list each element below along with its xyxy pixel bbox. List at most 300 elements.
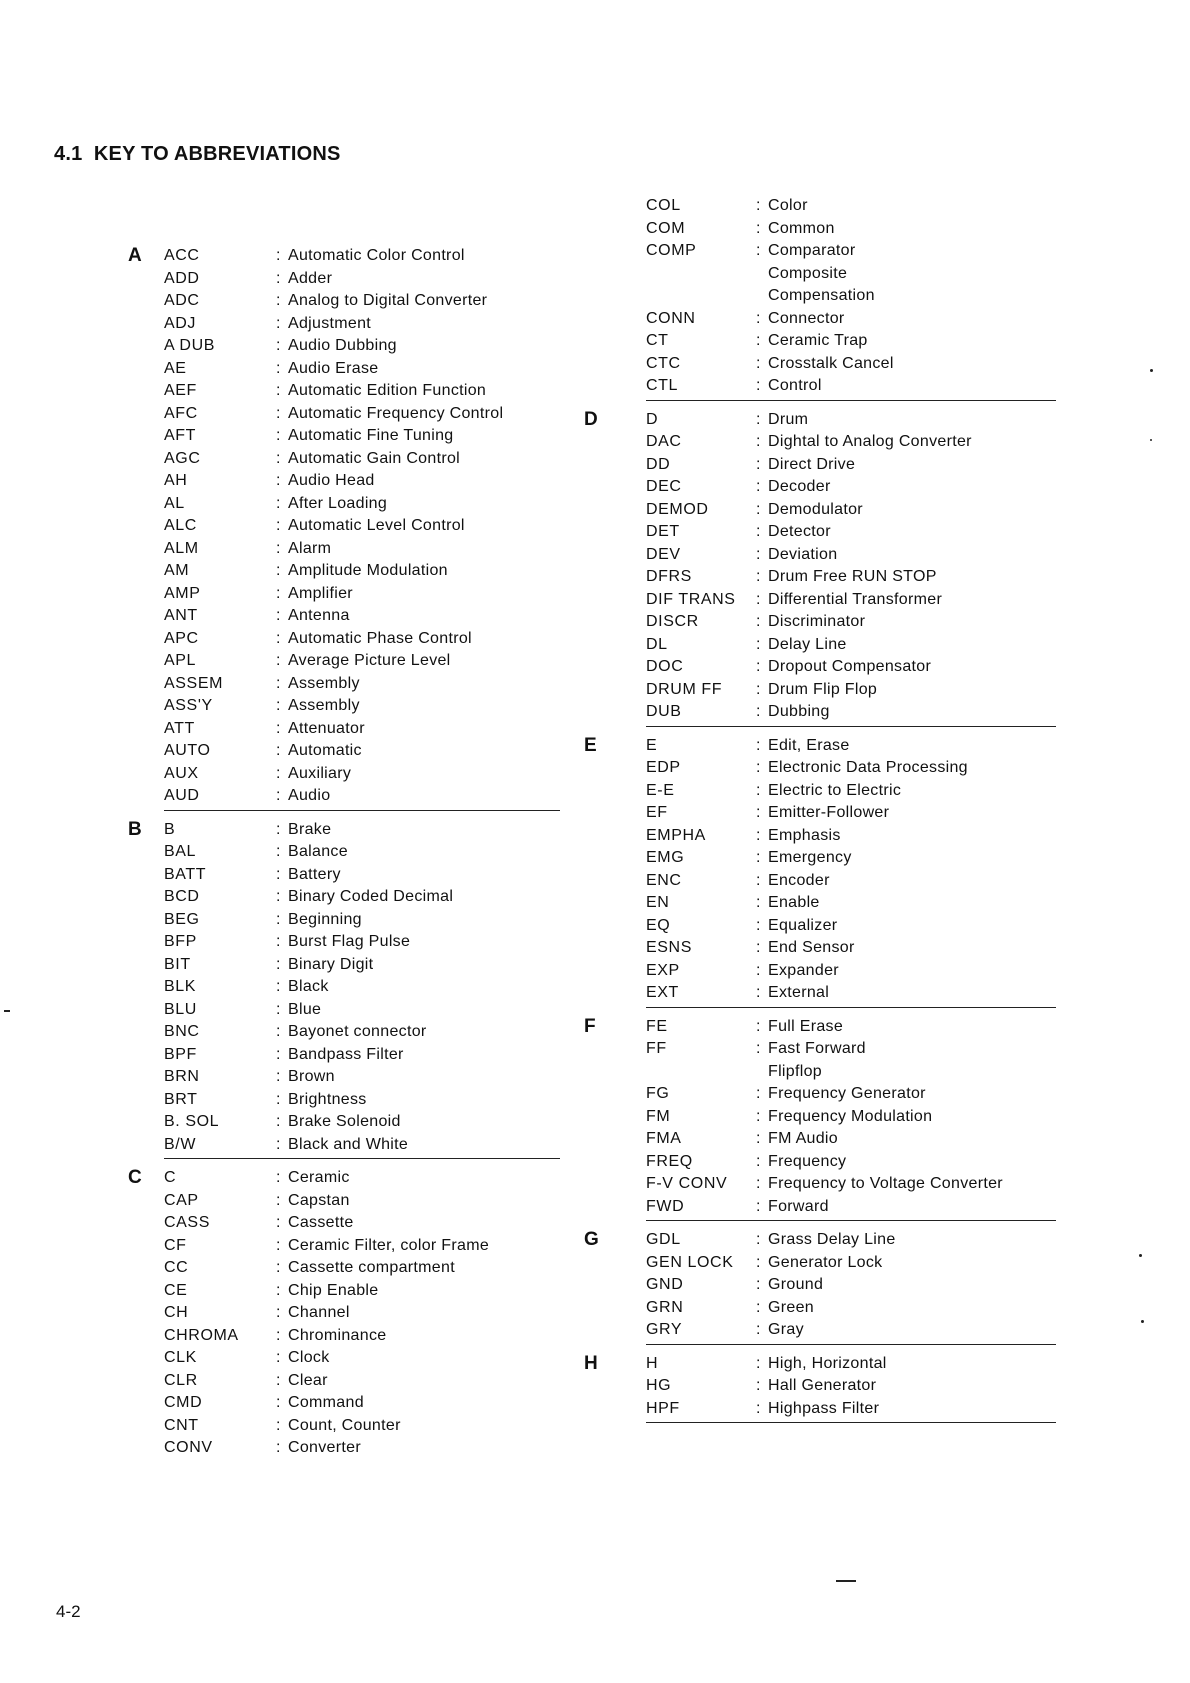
abbreviation-meaning: Average Picture Level	[288, 652, 451, 669]
abbreviation-meaning: Deviation	[768, 545, 838, 563]
abbreviation-meaning: Equalizer	[768, 916, 838, 934]
colon-separator: :	[276, 1326, 281, 1344]
abbreviation-meaning: Assembly	[288, 697, 360, 714]
abbreviation-term: E-E	[646, 781, 675, 799]
abbreviation-meaning: After Loading	[288, 494, 388, 512]
abbreviation-term: ADC	[164, 292, 200, 309]
colon-separator: :	[756, 410, 761, 428]
colon-separator: :	[276, 1349, 281, 1366]
colon-separator: :	[756, 759, 761, 776]
colon-separator: :	[276, 697, 281, 714]
abbreviation-entry	[646, 454, 1050, 477]
abbreviation-term: DL	[646, 635, 668, 653]
abbreviation-meaning: Burst Flag Pulse	[288, 933, 411, 950]
abbreviation-term: BFP	[164, 933, 197, 950]
group-divider	[646, 1344, 1056, 1345]
colon-separator: :	[756, 680, 761, 698]
abbreviation-entry	[164, 358, 560, 381]
colon-separator: :	[756, 916, 761, 934]
abbreviation-meaning: Dropout Compensator	[768, 658, 932, 675]
abbreviation-meaning: Fast Forward	[768, 1040, 866, 1057]
abbreviation-entry	[164, 1044, 560, 1067]
abbreviation-entry	[646, 1173, 1050, 1196]
abbreviation-entry	[164, 470, 560, 493]
abbreviation-term: ALC	[164, 517, 197, 534]
abbreviation-entry	[164, 819, 560, 842]
colon-separator: :	[756, 354, 761, 372]
colon-separator	[756, 263, 768, 286]
abbreviation-group	[128, 1167, 560, 1460]
abbreviation-entry	[164, 886, 560, 909]
abbreviation-entry	[164, 560, 560, 583]
abbreviation-meaning: High, Horizontal	[768, 1354, 887, 1372]
colon-separator: :	[276, 1045, 281, 1063]
abbreviation-entry	[646, 1353, 1050, 1376]
abbreviation-meaning: Hall Generator	[768, 1377, 877, 1394]
abbreviation-meaning: Brightness	[288, 1090, 367, 1108]
abbreviation-term: B	[164, 820, 176, 838]
abbreviation-group	[128, 245, 560, 811]
abbreviation-meaning: Binary Coded Decimal	[288, 888, 454, 905]
abbreviation-meaning: Channel	[288, 1304, 350, 1321]
colon-separator: :	[276, 652, 281, 669]
abbreviation-column-left	[128, 245, 560, 1460]
abbreviation-meaning: Battery	[288, 865, 341, 883]
abbreviation-entry	[646, 847, 1050, 870]
abbreviation-meaning: Expander	[768, 961, 839, 979]
colon-separator: :	[756, 1399, 761, 1417]
colon-separator: :	[756, 1253, 761, 1271]
abbreviation-meaning: Automatic Gain Control	[288, 449, 461, 467]
abbreviation-term: CASS	[164, 1214, 210, 1231]
colon-separator: :	[756, 309, 761, 327]
colon-separator: :	[756, 219, 761, 237]
abbreviation-entry	[164, 515, 560, 538]
abbreviation-meaning: Generator Lock	[768, 1253, 883, 1271]
abbreviation-term: E	[646, 736, 658, 754]
abbreviation-entry	[164, 999, 560, 1022]
abbreviation-term: BCD	[164, 888, 200, 905]
abbreviation-meaning: Drum	[768, 410, 809, 428]
abbreviation-term: ASS'Y	[164, 697, 213, 714]
margin-dot	[1150, 369, 1153, 372]
colon-separator: :	[276, 494, 281, 512]
abbreviation-entry	[164, 583, 560, 606]
abbreviation-entry	[646, 1038, 1050, 1061]
abbreviation-term: BEG	[164, 910, 200, 928]
abbreviation-entry	[646, 499, 1050, 522]
abbreviation-term: EMPHA	[646, 826, 706, 844]
abbreviation-term: F-V CONV	[646, 1175, 728, 1192]
abbreviation-entry	[646, 960, 1050, 983]
abbreviation-term: GND	[646, 1276, 684, 1293]
abbreviation-entry	[646, 937, 1050, 960]
colon-separator: :	[756, 1276, 761, 1293]
abbreviation-entry	[646, 308, 1050, 331]
abbreviation-term: BLU	[164, 1000, 197, 1018]
abbreviation-entry	[164, 403, 560, 426]
colon-separator	[756, 285, 768, 308]
abbreviation-meaning: Brake Solenoid	[288, 1113, 401, 1130]
page-number: 4-2	[56, 1602, 81, 1621]
colon-separator: :	[276, 292, 281, 309]
abbreviation-term: AL	[164, 494, 185, 512]
abbreviation-meaning: Automatic Level Control	[288, 517, 465, 534]
abbreviation-term: ANT	[164, 607, 198, 624]
colon-separator: :	[756, 1085, 761, 1102]
abbreviation-term: FG	[646, 1085, 670, 1102]
abbreviation-meaning: Drum Flip Flop	[768, 680, 878, 698]
abbreviation-meaning: Grass Delay Line	[768, 1231, 896, 1248]
abbreviation-entry	[646, 915, 1050, 938]
abbreviation-meaning: Auxiliary	[288, 764, 352, 782]
abbreviation-entry	[164, 1021, 560, 1044]
abbreviation-meaning: Blue	[288, 1000, 322, 1018]
colon-separator: :	[756, 1321, 761, 1338]
colon-separator: :	[756, 658, 761, 675]
colon-separator: :	[276, 674, 281, 692]
abbreviation-term: C	[164, 1169, 177, 1186]
colon-separator: :	[756, 455, 761, 473]
abbreviation-meaning: Bayonet connector	[288, 1023, 427, 1040]
colon-separator: :	[276, 787, 281, 804]
abbreviation-entry	[164, 605, 560, 628]
abbreviation-entry	[164, 695, 560, 718]
abbreviation-meaning: Balance	[288, 843, 348, 860]
abbreviation-term: B. SOL	[164, 1113, 220, 1130]
abbreviation-meaning: Automatic	[288, 742, 362, 759]
colon-separator: :	[276, 427, 281, 444]
colon-separator: :	[756, 613, 761, 630]
colon-separator: :	[276, 539, 281, 557]
abbreviation-meaning: Audio Head	[288, 472, 375, 489]
abbreviation-term: DEV	[646, 545, 681, 563]
abbreviation-meaning: Amplifier	[288, 584, 353, 602]
abbreviation-entry	[646, 679, 1050, 702]
colon-separator: :	[756, 894, 761, 911]
abbreviation-term: GRN	[646, 1298, 684, 1316]
abbreviation-meaning: End Sensor	[768, 939, 855, 956]
abbreviation-meaning: Attenuator	[288, 719, 365, 737]
abbreviation-term: H	[646, 1354, 659, 1372]
abbreviation-group	[128, 819, 560, 1160]
abbreviation-term: CNT	[164, 1416, 199, 1434]
colon-separator: :	[276, 404, 281, 422]
abbreviation-meaning: Automatic Phase Control	[288, 629, 472, 647]
abbreviation-term: AUX	[164, 764, 199, 782]
abbreviation-entry	[164, 268, 560, 291]
group-letter: B	[128, 818, 142, 840]
abbreviation-term: FREQ	[646, 1152, 693, 1170]
group-letter: F	[584, 1015, 596, 1037]
abbreviation-meaning: Automatic Frequency Control	[288, 404, 504, 422]
colon-separator: :	[756, 433, 761, 450]
abbreviation-group	[584, 1352, 1050, 1424]
colon-separator: :	[756, 635, 761, 653]
abbreviation-entry	[164, 740, 560, 763]
abbreviation-entry	[164, 1089, 560, 1112]
abbreviation-entry	[646, 1229, 1050, 1252]
group-letter: A	[128, 245, 142, 266]
colon-separator	[756, 1061, 768, 1084]
margin-dash	[4, 1010, 10, 1012]
section-title: 4.1 KEY TO ABBREVIATIONS	[54, 143, 341, 165]
abbreviation-meaning: Brake	[288, 820, 332, 838]
group-divider	[646, 400, 1056, 401]
abbreviation-entry	[646, 634, 1050, 657]
abbreviation-entry	[164, 1415, 560, 1438]
abbreviation-term: GEN LOCK	[646, 1253, 734, 1271]
margin-dot	[1141, 1320, 1144, 1323]
abbreviation-term: APC	[164, 629, 199, 647]
abbreviation-meaning: Direct Drive	[768, 455, 856, 473]
colon-separator: :	[756, 545, 761, 563]
abbreviation-term: AFC	[164, 404, 198, 422]
abbreviation-entry	[164, 864, 560, 887]
abbreviation-term: ESNS	[646, 939, 692, 956]
colon-separator: :	[756, 1197, 761, 1215]
abbreviation-meaning: Alarm	[288, 539, 332, 557]
abbreviation-term: COL	[646, 197, 681, 214]
colon-separator: :	[276, 1090, 281, 1108]
abbreviation-term: EXT	[646, 984, 679, 1001]
abbreviation-entry	[646, 1151, 1050, 1174]
abbreviation-meaning: FM Audio	[768, 1130, 838, 1147]
abbreviation-meaning: Encoder	[768, 871, 830, 889]
abbreviation-entry	[164, 785, 560, 808]
colon-separator: :	[756, 736, 761, 754]
colon-separator: :	[756, 1040, 761, 1057]
abbreviation-entry	[164, 1325, 560, 1348]
abbreviation-group	[584, 408, 1050, 727]
abbreviation-term: D	[646, 410, 659, 428]
abbreviation-entry	[164, 841, 560, 864]
abbreviation-term: CAP	[164, 1191, 199, 1209]
colon-separator: :	[756, 1152, 761, 1170]
colon-separator: :	[276, 978, 281, 995]
colon-separator: :	[756, 590, 761, 608]
abbreviation-entry	[164, 1257, 560, 1280]
colon-separator: :	[276, 1169, 281, 1186]
abbreviation-entry	[164, 313, 560, 336]
colon-separator: :	[756, 703, 761, 720]
abbreviation-meaning: Clear	[288, 1371, 328, 1389]
abbreviation-entry	[646, 218, 1050, 241]
group-divider	[646, 1220, 1056, 1221]
abbreviation-term: EXP	[646, 961, 680, 979]
abbreviation-meaning: Control	[768, 377, 822, 394]
abbreviation-entry	[164, 1370, 560, 1393]
abbreviation-term: COM	[646, 219, 686, 237]
colon-separator: :	[276, 955, 281, 973]
abbreviation-meaning: Edit, Erase	[768, 736, 850, 754]
abbreviation-entry	[164, 1392, 560, 1415]
abbreviation-meaning: Comparator	[768, 242, 856, 259]
abbreviation-term: FMA	[646, 1130, 682, 1147]
abbreviation-term	[646, 1061, 756, 1084]
abbreviation-term: CHROMA	[164, 1326, 239, 1344]
margin-dot	[1150, 439, 1152, 441]
abbreviation-meaning: Assembly	[288, 674, 360, 692]
colon-separator: :	[276, 764, 281, 782]
colon-separator: :	[756, 804, 761, 821]
abbreviation-meaning: Automatic Fine Tuning	[288, 427, 454, 444]
abbreviation-term	[646, 263, 756, 286]
abbreviation-group	[610, 195, 1050, 401]
abbreviation-term: BATT	[164, 865, 207, 883]
abbreviation-entry	[164, 1280, 560, 1303]
abbreviation-entry	[646, 1106, 1050, 1129]
abbreviation-term: CTC	[646, 354, 681, 372]
abbreviation-term: CLK	[164, 1349, 197, 1366]
abbreviation-term: HG	[646, 1377, 672, 1394]
abbreviation-term: FF	[646, 1040, 667, 1057]
colon-separator: :	[276, 820, 281, 838]
colon-separator: :	[276, 247, 281, 264]
abbreviation-term: AM	[164, 562, 190, 579]
abbreviation-entry	[164, 1235, 560, 1258]
abbreviation-meaning: Enable	[768, 894, 820, 911]
colon-separator: :	[756, 939, 761, 956]
abbreviation-meaning: Dubbing	[768, 703, 830, 720]
footer-dash	[836, 1580, 856, 1582]
abbreviation-entry	[646, 409, 1050, 432]
abbreviation-meaning: Bandpass Filter	[288, 1045, 404, 1063]
abbreviation-term: DET	[646, 523, 680, 540]
colon-separator: :	[276, 314, 281, 332]
colon-separator: :	[276, 910, 281, 928]
colon-separator: :	[756, 984, 761, 1001]
group-divider	[164, 810, 560, 811]
abbreviation-entry	[164, 448, 560, 471]
abbreviation-meaning: External	[768, 984, 830, 1001]
abbreviation-term: CMD	[164, 1394, 203, 1411]
abbreviation-meaning: Differential Transformer	[768, 590, 943, 608]
colon-separator: :	[756, 1298, 761, 1316]
colon-separator: :	[756, 1231, 761, 1248]
colon-separator: :	[276, 607, 281, 624]
abbreviation-term: AUTO	[164, 742, 211, 759]
group-divider	[646, 1007, 1056, 1008]
abbreviation-meaning: Color	[768, 197, 808, 214]
abbreviation-term: BRT	[164, 1090, 198, 1108]
abbreviation-meaning: Electric to Electric	[768, 781, 902, 799]
colon-separator: :	[756, 500, 761, 518]
abbreviation-entry	[646, 656, 1050, 679]
abbreviation-term: DRUM FF	[646, 680, 723, 698]
abbreviation-entry	[646, 353, 1050, 376]
abbreviation-meaning: Automatic Edition Function	[288, 382, 487, 399]
abbreviation-meaning: Frequency Generator	[768, 1085, 926, 1102]
colon-separator: :	[276, 1023, 281, 1040]
abbreviation-term: ENC	[646, 871, 682, 889]
colon-separator: :	[276, 1135, 281, 1153]
abbreviation-term: DISCR	[646, 613, 699, 630]
abbreviation-term: CF	[164, 1236, 187, 1254]
abbreviation-entry	[646, 1252, 1050, 1275]
abbreviation-term: DD	[646, 455, 671, 473]
group-letter: D	[584, 408, 598, 430]
abbreviation-entry	[164, 335, 560, 358]
colon-separator: :	[276, 269, 281, 287]
abbreviation-entry	[646, 870, 1050, 893]
colon-separator: :	[756, 1107, 761, 1125]
colon-separator: :	[756, 871, 761, 889]
colon-separator: :	[276, 1371, 281, 1389]
abbreviation-meaning: Gray	[768, 1321, 804, 1338]
colon-separator: :	[276, 865, 281, 883]
abbreviation-entry	[646, 521, 1050, 544]
abbreviation-meaning: Command	[288, 1394, 364, 1411]
abbreviation-term: CONN	[646, 309, 696, 327]
colon-separator: :	[276, 1068, 281, 1085]
abbreviation-entry	[646, 1128, 1050, 1151]
abbreviation-entry	[164, 1134, 560, 1157]
margin-dot	[1139, 1254, 1142, 1257]
abbreviation-term: COMP	[646, 242, 697, 259]
abbreviation-entry	[646, 1319, 1050, 1342]
abbreviation-term: EDP	[646, 759, 681, 776]
abbreviation-entry	[646, 735, 1050, 758]
abbreviation-meaning: Common	[768, 219, 835, 237]
group-letter: C	[128, 1167, 142, 1188]
abbreviation-term: AH	[164, 472, 188, 489]
abbreviation-entry	[164, 976, 560, 999]
abbreviation-entry	[164, 245, 560, 268]
abbreviation-entry	[646, 1083, 1050, 1106]
colon-separator: :	[756, 781, 761, 799]
colon-separator: :	[276, 337, 281, 354]
abbreviation-entry	[164, 1167, 560, 1190]
abbreviation-meaning: Automatic Color Control	[288, 247, 465, 264]
abbreviation-term: DOC	[646, 658, 684, 675]
colon-separator: :	[276, 1259, 281, 1276]
abbreviation-term: BNC	[164, 1023, 200, 1040]
abbreviation-meaning: Flipflop	[768, 1062, 822, 1080]
abbreviation-meaning: Analog to Digital Converter	[288, 292, 488, 309]
abbreviation-entry	[646, 263, 1050, 286]
abbreviation-entry	[164, 931, 560, 954]
abbreviation-meaning: Detector	[768, 523, 831, 540]
abbreviation-term: EF	[646, 804, 668, 821]
abbreviation-term: ALM	[164, 539, 199, 557]
colon-separator: :	[276, 1113, 281, 1130]
abbreviation-meaning: Audio Erase	[288, 359, 379, 377]
abbreviation-meaning: Full Erase	[768, 1017, 844, 1035]
abbreviation-term: CT	[646, 332, 669, 349]
abbreviation-entry	[646, 1398, 1050, 1421]
abbreviation-term: BAL	[164, 843, 197, 860]
abbreviation-meaning: Chrominance	[288, 1326, 387, 1344]
abbreviation-entry	[646, 240, 1050, 263]
colon-separator: :	[276, 1236, 281, 1254]
colon-separator: :	[276, 888, 281, 905]
abbreviation-term	[646, 285, 756, 308]
abbreviation-meaning: Connector	[768, 309, 845, 327]
colon-separator: :	[276, 1191, 281, 1209]
abbreviation-entry	[646, 982, 1050, 1005]
abbreviation-meaning: Decoder	[768, 478, 831, 495]
abbreviation-meaning: Ceramic	[288, 1169, 350, 1186]
abbreviation-meaning: Emergency	[768, 849, 852, 866]
abbreviation-term: ATT	[164, 719, 195, 737]
abbreviation-term: FWD	[646, 1197, 685, 1215]
abbreviation-meaning: Drum Free RUN STOP	[768, 568, 937, 585]
abbreviation-entry	[646, 544, 1050, 567]
colon-separator: :	[756, 849, 761, 866]
colon-separator: :	[276, 1416, 281, 1434]
abbreviation-entry	[164, 1302, 560, 1325]
